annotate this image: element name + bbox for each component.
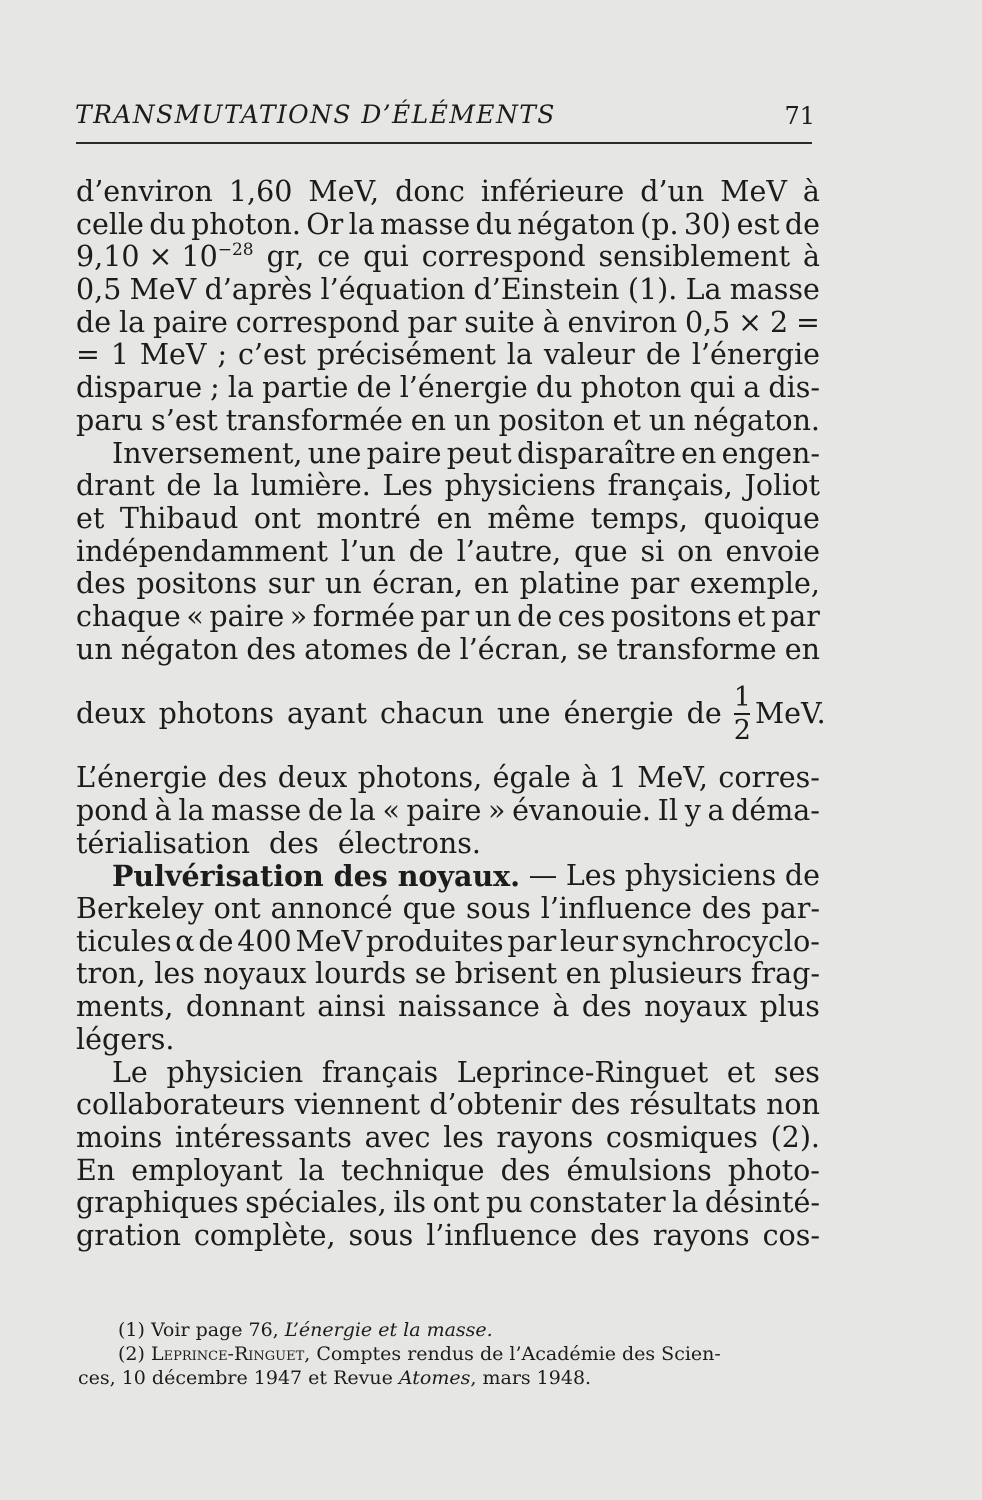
word: correspond xyxy=(235,305,400,339)
word: désinté- xyxy=(704,1186,820,1220)
word: paru xyxy=(76,403,144,437)
footnote-title: L’énergie et la masse. xyxy=(284,1319,493,1341)
text-line xyxy=(76,274,820,307)
word: exemple, xyxy=(689,567,820,601)
word: que xyxy=(574,534,628,568)
word: correspond xyxy=(421,240,586,274)
footnote-text: , mars 1948. xyxy=(470,1367,592,1389)
word: de xyxy=(416,632,452,666)
word: d’après xyxy=(204,273,313,307)
word: et xyxy=(726,1055,756,1089)
word: ont xyxy=(253,501,301,535)
word: 400 xyxy=(237,924,292,958)
word: a xyxy=(743,371,761,405)
word: un xyxy=(648,403,686,437)
word: photons, xyxy=(357,761,483,795)
word: de xyxy=(307,794,344,827)
word: 2 xyxy=(769,305,789,339)
word: pond xyxy=(76,794,149,827)
word: par xyxy=(420,599,470,633)
text-line xyxy=(76,372,820,405)
formula-line xyxy=(76,666,826,762)
word: à xyxy=(542,305,560,339)
word: indépendamment xyxy=(76,534,329,568)
word: du xyxy=(475,207,513,241)
word: MeV xyxy=(139,338,207,372)
word: 0,5 xyxy=(684,305,731,339)
word: corres- xyxy=(718,761,820,795)
word: formée xyxy=(312,599,415,633)
word: négaton xyxy=(517,207,635,241)
word: français, xyxy=(607,469,733,503)
word: Inversement, xyxy=(112,436,303,470)
word: MeV xyxy=(720,175,787,208)
word: ont xyxy=(432,1186,480,1220)
word: 30) xyxy=(683,207,732,241)
word: l’un xyxy=(340,534,396,568)
word: l’influence xyxy=(426,1218,578,1252)
word: Thibaud xyxy=(119,501,239,535)
word: à xyxy=(154,794,172,827)
word: ainsi xyxy=(317,990,386,1024)
word: des xyxy=(217,761,268,795)
word: en xyxy=(565,957,601,991)
word: de xyxy=(784,859,820,893)
word: L’énergie xyxy=(76,761,208,795)
word: graphiques xyxy=(76,1186,239,1220)
word: y xyxy=(684,794,701,827)
text-line xyxy=(76,893,820,926)
word: est xyxy=(736,207,780,241)
word: sous xyxy=(466,892,531,926)
word: de xyxy=(356,371,392,405)
word: la xyxy=(213,469,240,503)
word: si xyxy=(640,534,665,568)
word: « xyxy=(382,794,400,827)
word: physiciens xyxy=(444,469,596,503)
word: collaborateurs xyxy=(76,1088,286,1122)
word: avec xyxy=(364,1120,431,1154)
word: dis- xyxy=(768,371,820,405)
section-heading: Pulvérisation des noyaux. xyxy=(112,859,521,894)
word: cosmiques xyxy=(605,1120,758,1154)
text-line xyxy=(76,601,820,634)
word: ticules xyxy=(76,924,172,958)
word: une xyxy=(307,436,362,470)
word: deux xyxy=(277,761,348,795)
word: non xyxy=(766,1088,820,1122)
word: et xyxy=(76,501,105,535)
word: à xyxy=(581,761,599,795)
word: MeV xyxy=(295,924,363,958)
word: produites xyxy=(365,924,504,958)
word: l’énergie xyxy=(691,338,820,372)
footnote-2 xyxy=(118,1342,824,1366)
word: la xyxy=(298,1153,325,1187)
footnote-journal: Atomes xyxy=(398,1367,471,1389)
word: paire xyxy=(366,436,442,470)
word: drant xyxy=(76,469,155,503)
word: annoncé xyxy=(270,892,393,926)
text-line xyxy=(76,926,820,959)
word: ments, xyxy=(76,990,174,1024)
word: physicien xyxy=(166,1055,304,1089)
word: montré xyxy=(316,501,421,535)
text-line xyxy=(76,634,820,667)
word: de xyxy=(645,338,681,372)
word: émulsions xyxy=(566,1153,712,1187)
running-head: TRANSMUTATIONS D’ÉLÉMENTS xyxy=(75,100,556,129)
word: s’est xyxy=(151,403,218,437)
word: masse xyxy=(211,794,302,827)
word: ses xyxy=(773,1055,820,1089)
word: on xyxy=(677,534,713,568)
word: disparue xyxy=(76,371,203,405)
word: × xyxy=(738,305,763,339)
word: = xyxy=(795,305,820,339)
word: environ xyxy=(567,305,678,339)
word: plus xyxy=(759,990,820,1024)
word: inférieure xyxy=(480,175,625,208)
word: déma- xyxy=(731,794,820,827)
word: Les xyxy=(382,469,433,503)
word: moins xyxy=(76,1120,163,1154)
word: positon xyxy=(498,403,605,437)
word: sous xyxy=(348,1218,414,1252)
body-text xyxy=(76,175,826,1253)
word: = xyxy=(76,338,100,372)
word: celle xyxy=(76,207,144,241)
word: à xyxy=(802,175,820,208)
text-span: — xyxy=(528,859,558,893)
word: de xyxy=(517,599,553,633)
word: La xyxy=(685,273,722,307)
word: disparaître xyxy=(516,436,676,470)
word: et xyxy=(737,599,766,633)
text-line xyxy=(76,828,820,861)
word: quoique xyxy=(703,501,820,535)
word: technique xyxy=(340,1153,485,1187)
text-span: légers. xyxy=(76,1022,175,1056)
footnote-marker: (2) xyxy=(118,1343,145,1365)
word: Les xyxy=(565,859,617,893)
word: écran, xyxy=(372,567,464,601)
word: négaton. xyxy=(693,403,820,437)
word: la xyxy=(506,338,533,372)
word: MeV, xyxy=(308,175,380,208)
word: » xyxy=(289,599,308,633)
word: à xyxy=(552,990,570,1024)
word: frag- xyxy=(750,957,820,991)
word: paire xyxy=(153,305,228,339)
word: d’environ xyxy=(76,175,213,208)
word: que xyxy=(402,892,457,926)
text-line xyxy=(76,307,820,340)
word: brisent xyxy=(454,957,558,991)
word: la xyxy=(348,207,375,241)
word: transformée xyxy=(225,403,403,437)
text-line xyxy=(76,438,820,471)
word: paire xyxy=(406,794,482,827)
text-line xyxy=(76,1187,820,1220)
word: se xyxy=(414,957,447,991)
word: ces xyxy=(557,599,606,633)
word: complète, xyxy=(193,1218,336,1252)
word: rayons xyxy=(496,1120,594,1154)
text-line xyxy=(76,1057,820,1090)
word: gration xyxy=(76,1218,181,1252)
word: par- xyxy=(761,892,820,926)
word: α xyxy=(175,924,195,958)
fraction-numerator: 1 xyxy=(733,682,751,714)
footnote-1 xyxy=(118,1318,824,1342)
word: peut xyxy=(446,436,512,470)
word: naissance xyxy=(397,990,540,1024)
word: un xyxy=(324,567,362,601)
word: en xyxy=(681,436,717,470)
word: synchrocyclo- xyxy=(621,924,820,958)
word: des xyxy=(581,990,632,1024)
word: noyaux xyxy=(203,957,307,991)
word: valeur xyxy=(543,338,635,372)
text-line xyxy=(76,1220,820,1253)
word: ; xyxy=(210,371,220,405)
word: d’un xyxy=(640,175,705,208)
word: un xyxy=(474,599,512,633)
word: des xyxy=(76,567,126,601)
word: d’obtenir xyxy=(429,1088,562,1122)
word: de xyxy=(198,924,234,958)
text-line xyxy=(76,991,820,1024)
word: En xyxy=(76,1153,116,1187)
word: a xyxy=(707,794,725,827)
word: sur xyxy=(267,567,315,601)
text-line xyxy=(76,1024,820,1057)
word: suite xyxy=(464,305,535,339)
word: intéressants xyxy=(174,1120,352,1154)
word: positons xyxy=(136,567,258,601)
word: à xyxy=(802,240,820,274)
text-span: $9,10 \times 10^{-28}$ xyxy=(76,240,254,274)
word: physiciens xyxy=(624,859,777,893)
word: sensiblement xyxy=(598,240,791,274)
text-line xyxy=(76,405,820,438)
word: constater xyxy=(529,1186,666,1220)
word: négaton xyxy=(120,632,239,666)
word: se xyxy=(576,632,609,666)
word: MeV, xyxy=(637,761,708,795)
formula-text: deux photons ayant chacun une énergie de xyxy=(76,696,722,730)
footnote-2-continuation xyxy=(78,1366,824,1390)
word: Joliot xyxy=(744,469,820,503)
word: MeV xyxy=(129,273,197,307)
text-line xyxy=(76,568,820,601)
text-line xyxy=(76,536,820,569)
word: envoie xyxy=(725,534,820,568)
word: en xyxy=(473,567,509,601)
word: viennent xyxy=(294,1088,421,1122)
text-span: gr, xyxy=(266,240,305,274)
text-line xyxy=(76,860,820,893)
word: tron, xyxy=(76,957,146,991)
word: égale xyxy=(492,761,571,795)
text-line xyxy=(76,795,820,828)
word: ce xyxy=(317,240,351,274)
word: plusieurs xyxy=(609,957,743,991)
word: un xyxy=(453,403,491,437)
page-number: 71 xyxy=(784,102,815,130)
word: en xyxy=(436,501,472,535)
text-line xyxy=(76,241,820,274)
page-header xyxy=(75,96,815,136)
word: noyaux xyxy=(644,990,748,1024)
word: c’est xyxy=(237,338,306,372)
word: du xyxy=(535,371,573,405)
word: des xyxy=(701,892,752,926)
word: 1 xyxy=(110,338,129,372)
text-line xyxy=(76,958,820,991)
word: leur xyxy=(560,924,619,958)
word: partie xyxy=(262,371,349,405)
word: paire xyxy=(209,599,285,633)
word: donc xyxy=(395,175,465,208)
footnote-text: , Comptes rendus de l’Académie des Scien- xyxy=(304,1343,721,1365)
header-rule xyxy=(76,142,812,144)
word: photo- xyxy=(727,1153,820,1187)
footnotes xyxy=(78,1318,824,1390)
word: même xyxy=(487,501,576,535)
word: l’écran, xyxy=(459,632,569,666)
word: par xyxy=(771,599,820,633)
word: spéciales, xyxy=(245,1186,387,1220)
exponent: −28 xyxy=(217,240,254,261)
word: par xyxy=(630,567,680,601)
word: rayons xyxy=(652,1218,750,1252)
word: (p. xyxy=(640,207,679,241)
text-line xyxy=(76,1089,820,1122)
word: par xyxy=(507,924,557,958)
word: ils xyxy=(393,1186,427,1220)
word: qui xyxy=(363,240,409,274)
word: cos- xyxy=(762,1218,820,1252)
word: de xyxy=(784,207,820,241)
word: temps, xyxy=(590,501,688,535)
word: des xyxy=(246,632,297,666)
word: (2). xyxy=(770,1120,820,1154)
word: Berkeley xyxy=(76,892,204,926)
word: la xyxy=(178,794,205,827)
word: des xyxy=(590,1218,640,1252)
word: Il xyxy=(657,794,679,827)
word: de xyxy=(76,305,112,339)
word: d’Einstein xyxy=(473,273,620,307)
word: la xyxy=(227,371,254,405)
word: lourds xyxy=(315,957,407,991)
text-line xyxy=(76,762,820,795)
text-line xyxy=(76,470,820,503)
word: ont xyxy=(213,892,261,926)
word: platine xyxy=(519,567,620,601)
word: positons xyxy=(610,599,732,633)
text-line xyxy=(76,339,820,372)
formula-unit: MeV. xyxy=(754,696,826,730)
word: un xyxy=(76,632,113,666)
word: employant xyxy=(131,1153,283,1187)
fraction xyxy=(733,682,751,747)
word: résultats xyxy=(629,1088,757,1122)
word: des xyxy=(500,1153,551,1187)
word: les xyxy=(154,957,195,991)
word: Leprince-Ringuet xyxy=(456,1055,709,1089)
footnote-text: (1) Voir page 76, xyxy=(118,1319,279,1341)
word: en xyxy=(784,632,820,666)
word: pu xyxy=(486,1186,523,1220)
word: du xyxy=(149,207,186,241)
word: atomes xyxy=(304,632,409,666)
fraction-denominator: 2 xyxy=(733,715,751,747)
word: de xyxy=(166,469,202,503)
word: des xyxy=(570,1088,621,1122)
word: 1,60 xyxy=(228,175,293,208)
word: photon xyxy=(580,371,682,405)
word: précisément xyxy=(316,338,496,372)
word: chaque xyxy=(76,599,181,633)
word: qui xyxy=(689,371,736,405)
word: (1). xyxy=(627,273,678,307)
word: « xyxy=(186,599,204,633)
word: la xyxy=(119,305,146,339)
word: français xyxy=(321,1055,439,1089)
word: la xyxy=(349,794,376,827)
text-span: térialisation des électrons. xyxy=(76,826,481,860)
word: donnant xyxy=(185,990,305,1024)
text-line xyxy=(76,503,820,536)
word: et xyxy=(612,403,641,437)
word: l’énergie xyxy=(399,371,528,405)
text-line xyxy=(76,209,820,242)
text-line xyxy=(76,1155,820,1188)
word: masse xyxy=(729,273,820,307)
word: ; xyxy=(217,338,228,372)
word: l’équation xyxy=(320,273,466,307)
word: par xyxy=(407,305,457,339)
word: photon. xyxy=(191,207,301,241)
word: l’autre, xyxy=(456,534,562,568)
text-line xyxy=(76,176,820,209)
word: engen- xyxy=(721,436,820,470)
word: en xyxy=(410,403,446,437)
word: Or xyxy=(306,207,344,241)
text-line xyxy=(76,1122,820,1155)
word: la xyxy=(672,1186,699,1220)
word: Le xyxy=(112,1055,148,1089)
word: de xyxy=(408,534,444,568)
word: lumière. xyxy=(250,469,371,503)
word: » xyxy=(488,794,506,827)
word: évanouie. xyxy=(512,794,651,827)
footnote-text: ces, 10 décembre 1947 et Revue xyxy=(78,1367,393,1389)
footnote-author: Leprince-Ringuet xyxy=(150,1343,305,1365)
word: les xyxy=(443,1120,484,1154)
word: masse xyxy=(380,207,471,241)
word: transforme xyxy=(616,632,777,666)
word: 0,5 xyxy=(76,273,122,307)
word: l’influence xyxy=(540,892,692,926)
word: 1 xyxy=(608,761,627,795)
